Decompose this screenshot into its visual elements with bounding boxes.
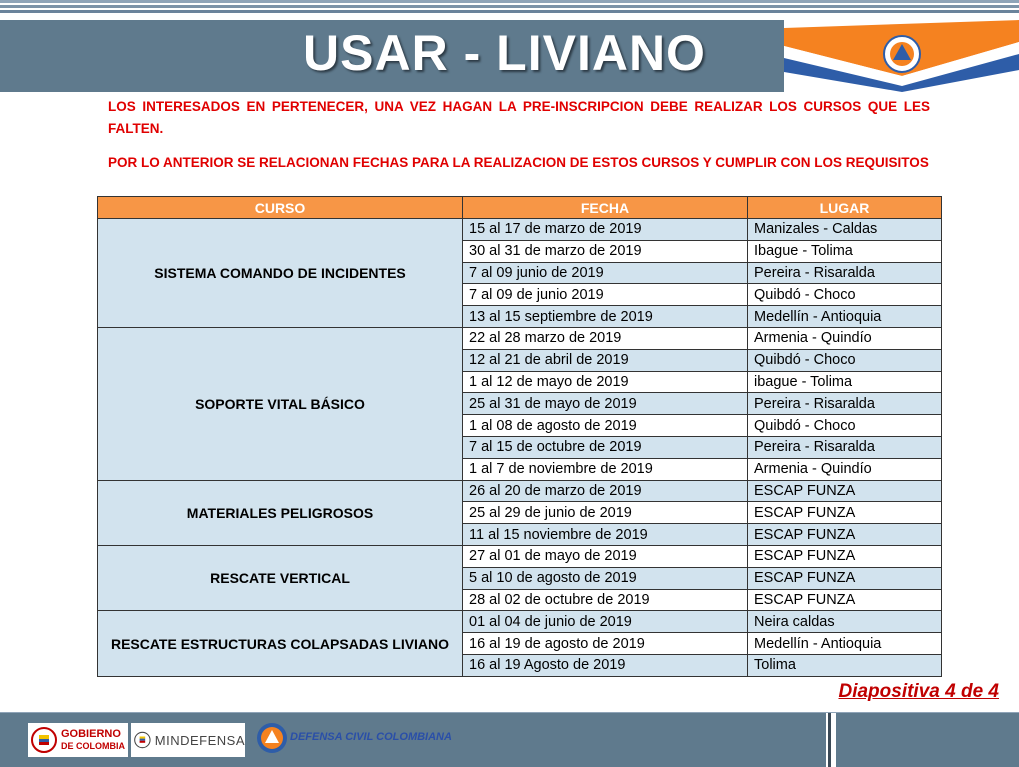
- table-row: [98, 327, 942, 349]
- date-cell: 16 al 19 de agosto de 2019: [463, 633, 748, 655]
- course-name: RESCATE VERTICAL: [98, 545, 463, 610]
- table-header-row: [98, 197, 942, 219]
- intro-paragraph-1: LOS INTERESADOS EN PERTENECER, UNA VEZ HAGAN LA PRE-INSCRIPCION DEBE REALIZAR LOS CURSOS QUE LES FALTEN.: [108, 99, 930, 136]
- gobierno-logo: [28, 723, 128, 757]
- course-name: SOPORTE VITAL BÁSICO: [98, 327, 463, 480]
- place-cell: Neira caldas: [748, 611, 942, 633]
- date-cell: 28 al 02 de octubre de 2019: [463, 589, 748, 611]
- place-cell: Armenia - Quindío: [748, 458, 942, 480]
- table-row: [98, 545, 942, 567]
- date-cell: 22 al 28 marzo de 2019: [463, 327, 748, 349]
- date-cell: 30 al 31 de marzo de 2019: [463, 240, 748, 262]
- date-cell: 7 al 09 junio de 2019: [463, 262, 748, 284]
- place-cell: Manizales - Caldas: [748, 219, 942, 241]
- place-cell: Armenia - Quindío: [748, 327, 942, 349]
- date-cell: 26 al 20 de marzo de 2019: [463, 480, 748, 502]
- place-cell: ESCAP FUNZA: [748, 589, 942, 611]
- place-cell: Pereira - Risaralda: [748, 436, 942, 458]
- course-name: SISTEMA COMANDO DE INCIDENTES: [98, 219, 463, 328]
- place-cell: ESCAP FUNZA: [748, 480, 942, 502]
- place-cell: Pereira - Risaralda: [748, 262, 942, 284]
- date-cell: 1 al 7 de noviembre de 2019: [463, 458, 748, 480]
- place-cell: Medellín - Antioquia: [748, 306, 942, 328]
- top-decorative-stripes: [0, 0, 1019, 18]
- defensa-civil-emblem-icon: [256, 722, 288, 754]
- place-cell: Pereira - Risaralda: [748, 393, 942, 415]
- course-name: MATERIALES PELIGROSOS: [98, 480, 463, 545]
- mindefensa-logo: [131, 723, 245, 757]
- page-title: USAR - LIVIANO: [303, 25, 706, 81]
- defensa-civil-label: DEFENSA CIVIL COLOMBIANA: [290, 731, 452, 743]
- place-cell: ESCAP FUNZA: [748, 567, 942, 589]
- place-cell: Quibdó - Choco: [748, 415, 942, 437]
- header-course: CURSO: [98, 197, 463, 219]
- gobierno-line-1: GOBIERNO: [61, 728, 121, 740]
- colombia-seal-icon: [31, 727, 57, 753]
- date-cell: 1 al 08 de agosto de 2019: [463, 415, 748, 437]
- table-row: [98, 480, 942, 502]
- place-cell: Medellín - Antioquia: [748, 633, 942, 655]
- place-cell: Quibdó - Choco: [748, 349, 942, 371]
- date-cell: 5 al 10 de agosto de 2019: [463, 567, 748, 589]
- gobierno-line-2: DE COLOMBIA: [61, 741, 125, 751]
- intro-paragraph-2: POR LO ANTERIOR SE RELACIONAN FECHAS PARA LA REALIZACION DE ESTOS CURSOS Y CUMPLIR CON LOS REQUISITOS: [108, 155, 929, 170]
- header-date: FECHA: [463, 197, 748, 219]
- date-cell: 16 al 19 Agosto de 2019: [463, 654, 748, 676]
- date-cell: 11 al 15 noviembre de 2019: [463, 524, 748, 546]
- place-cell: ESCAP FUNZA: [748, 545, 942, 567]
- course-name: RESCATE ESTRUCTURAS COLAPSADAS LIVIANO: [98, 611, 463, 676]
- footer-divider-line: [828, 713, 831, 767]
- mindefensa-label: MINDEFENSA: [154, 732, 245, 748]
- place-cell: ESCAP FUNZA: [748, 502, 942, 524]
- courses-table: [97, 196, 942, 677]
- table-row: [98, 611, 942, 633]
- place-cell: ibague - Tolima: [748, 371, 942, 393]
- date-cell: 7 al 09 de junio 2019: [463, 284, 748, 306]
- place-cell: Quibdó - Choco: [748, 284, 942, 306]
- date-cell: 27 al 01 de mayo de 2019: [463, 545, 748, 567]
- date-cell: 7 al 15 de octubre de 2019: [463, 436, 748, 458]
- date-cell: 01 al 04 de junio de 2019: [463, 611, 748, 633]
- date-cell: 15 al 17 de marzo de 2019: [463, 219, 748, 241]
- place-cell: ESCAP FUNZA: [748, 524, 942, 546]
- date-cell: 25 al 31 de mayo de 2019: [463, 393, 748, 415]
- corner-flag-emblem: [784, 20, 1019, 92]
- date-cell: 25 al 29 de junio de 2019: [463, 502, 748, 524]
- place-cell: Ibague - Tolima: [748, 240, 942, 262]
- date-cell: 1 al 12 de mayo de 2019: [463, 371, 748, 393]
- table-row: [98, 219, 942, 241]
- place-cell: Tolima: [748, 654, 942, 676]
- shield-icon: [134, 727, 151, 753]
- date-cell: 12 al 21 de abril de 2019: [463, 349, 748, 371]
- header-place: LUGAR: [748, 197, 942, 219]
- date-cell: 13 al 15 septiembre de 2019: [463, 306, 748, 328]
- slide-number: Diapositiva 4 de 4: [838, 681, 999, 702]
